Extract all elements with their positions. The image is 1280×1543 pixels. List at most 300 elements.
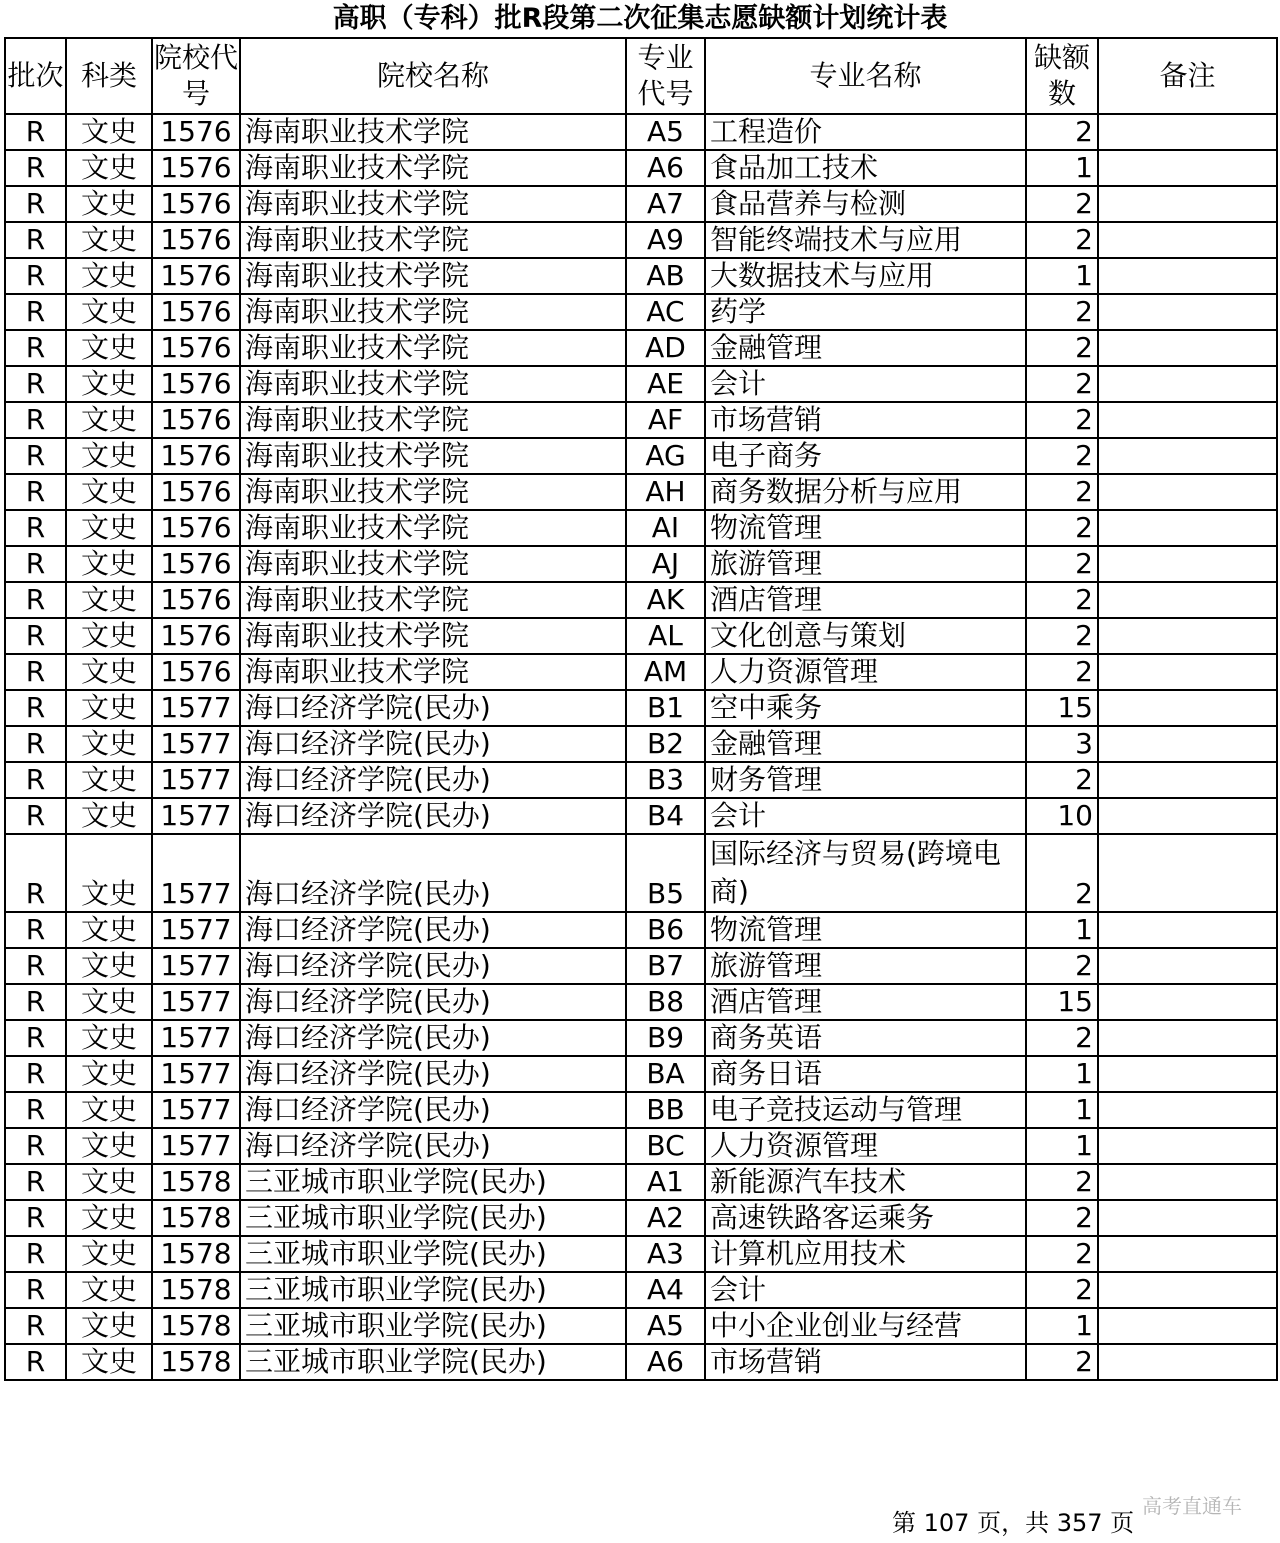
- category-cell: 文史: [66, 222, 152, 258]
- school-code-cell: 1577: [152, 1020, 240, 1056]
- table-row: [5, 474, 1277, 510]
- table-row: [5, 1344, 1277, 1380]
- major-code-cell: AI: [626, 510, 705, 546]
- major-name-cell: 空中乘务: [705, 690, 1026, 726]
- school-code-cell: 1577: [152, 834, 240, 912]
- vacancy-cell: 2: [1026, 834, 1098, 912]
- major-name-cell: 财务管理: [705, 762, 1026, 798]
- table-row: [5, 1236, 1277, 1272]
- major-code-cell: A6: [626, 150, 705, 186]
- major-name-cell: 新能源汽车技术: [705, 1164, 1026, 1200]
- category-cell: 文史: [66, 582, 152, 618]
- category-cell: 文史: [66, 114, 152, 150]
- remark-cell: [1098, 1200, 1277, 1236]
- batch-cell: R: [5, 1128, 66, 1164]
- school-code-cell: 1578: [152, 1236, 240, 1272]
- school-code-cell: 1577: [152, 984, 240, 1020]
- vacancy-cell: 2: [1026, 618, 1098, 654]
- major-name-cell: 商务数据分析与应用: [705, 474, 1026, 510]
- major-code-cell: AG: [626, 438, 705, 474]
- school-name-cell: 海南职业技术学院: [240, 402, 626, 438]
- table-row: [5, 582, 1277, 618]
- school-code-cell: 1576: [152, 582, 240, 618]
- category-cell: 文史: [66, 1056, 152, 1092]
- major-name-cell: 物流管理: [705, 510, 1026, 546]
- major-name-cell: 中小企业创业与经营: [705, 1308, 1026, 1344]
- vacancy-cell: 2: [1026, 402, 1098, 438]
- major-name-cell: 工程造价: [705, 114, 1026, 150]
- batch-cell: R: [5, 1344, 66, 1380]
- major-name-cell: 电子商务: [705, 438, 1026, 474]
- category-cell: 文史: [66, 1236, 152, 1272]
- school-code-cell: 1576: [152, 618, 240, 654]
- school-name-cell: 海南职业技术学院: [240, 330, 626, 366]
- table-row: [5, 1056, 1277, 1092]
- major-name-cell: 计算机应用技术: [705, 1236, 1026, 1272]
- watermark: 高考直通车: [1142, 1494, 1242, 1518]
- category-cell: 文史: [66, 366, 152, 402]
- school-name-cell: 海南职业技术学院: [240, 474, 626, 510]
- major-code-cell: AF: [626, 402, 705, 438]
- remark-cell: [1098, 1128, 1277, 1164]
- batch-cell: R: [5, 984, 66, 1020]
- major-code-cell: A7: [626, 186, 705, 222]
- major-name-cell: 商务英语: [705, 1020, 1026, 1056]
- vacancy-cell: 2: [1026, 582, 1098, 618]
- header-school-name: 院校名称: [240, 38, 626, 114]
- category-cell: 文史: [66, 984, 152, 1020]
- remark-cell: [1098, 984, 1277, 1020]
- batch-cell: R: [5, 834, 66, 912]
- vacancy-cell: 1: [1026, 1092, 1098, 1128]
- school-code-cell: 1577: [152, 762, 240, 798]
- table-row: [5, 690, 1277, 726]
- vacancy-cell: 1: [1026, 1056, 1098, 1092]
- school-name-cell: 三亚城市职业学院(民办): [240, 1344, 626, 1380]
- vacancy-cell: 1: [1026, 150, 1098, 186]
- major-name-cell: 会计: [705, 366, 1026, 402]
- category-cell: 文史: [66, 474, 152, 510]
- category-cell: 文史: [66, 186, 152, 222]
- school-name-cell: 海南职业技术学院: [240, 114, 626, 150]
- category-cell: 文史: [66, 912, 152, 948]
- batch-cell: R: [5, 330, 66, 366]
- table-row: [5, 1092, 1277, 1128]
- major-name-cell: 食品加工技术: [705, 150, 1026, 186]
- school-name-cell: 海口经济学院(民办): [240, 690, 626, 726]
- school-name-cell: 海口经济学院(民办): [240, 1128, 626, 1164]
- category-cell: 文史: [66, 690, 152, 726]
- remark-cell: [1098, 1056, 1277, 1092]
- school-code-cell: 1576: [152, 114, 240, 150]
- major-code-cell: AH: [626, 474, 705, 510]
- batch-cell: R: [5, 948, 66, 984]
- remark-cell: [1098, 1272, 1277, 1308]
- school-name-cell: 海口经济学院(民办): [240, 798, 626, 834]
- major-code-cell: B3: [626, 762, 705, 798]
- category-cell: 文史: [66, 1128, 152, 1164]
- school-code-cell: 1576: [152, 654, 240, 690]
- major-code-cell: AM: [626, 654, 705, 690]
- remark-cell: [1098, 222, 1277, 258]
- category-cell: 文史: [66, 726, 152, 762]
- major-code-cell: A1: [626, 1164, 705, 1200]
- major-name-cell: 物流管理: [705, 912, 1026, 948]
- school-name-cell: 海口经济学院(民办): [240, 912, 626, 948]
- remark-cell: [1098, 366, 1277, 402]
- school-name-cell: 三亚城市职业学院(民办): [240, 1236, 626, 1272]
- vacancy-cell: 2: [1026, 474, 1098, 510]
- school-code-cell: 1576: [152, 258, 240, 294]
- remark-cell: [1098, 258, 1277, 294]
- header-batch: 批次: [5, 38, 66, 114]
- header-row: [5, 38, 1277, 114]
- table-row: [5, 222, 1277, 258]
- table-row: [5, 1272, 1277, 1308]
- table-row: [5, 984, 1277, 1020]
- school-name-cell: 海南职业技术学院: [240, 618, 626, 654]
- table-row: [5, 294, 1277, 330]
- vacancy-cell: 2: [1026, 762, 1098, 798]
- major-code-cell: B9: [626, 1020, 705, 1056]
- category-cell: 文史: [66, 1308, 152, 1344]
- table-row: [5, 330, 1277, 366]
- table-row: [5, 834, 1277, 912]
- vacancy-cell: 2: [1026, 1344, 1098, 1380]
- major-code-cell: B2: [626, 726, 705, 762]
- remark-cell: [1098, 546, 1277, 582]
- school-name-cell: 三亚城市职业学院(民办): [240, 1272, 626, 1308]
- major-code-cell: A3: [626, 1236, 705, 1272]
- major-name-cell: 药学: [705, 294, 1026, 330]
- school-code-cell: 1578: [152, 1344, 240, 1380]
- vacancy-cell: 15: [1026, 984, 1098, 1020]
- header-major-code: 专业代号: [626, 38, 705, 114]
- remark-cell: [1098, 690, 1277, 726]
- table-row: [5, 546, 1277, 582]
- vacancy-cell: 1: [1026, 1308, 1098, 1344]
- vacancy-cell: 2: [1026, 222, 1098, 258]
- category-cell: 文史: [66, 1164, 152, 1200]
- header-category: 科类: [66, 38, 152, 114]
- major-name-cell: 会计: [705, 798, 1026, 834]
- major-code-cell: AD: [626, 330, 705, 366]
- category-cell: 文史: [66, 510, 152, 546]
- school-name-cell: 海南职业技术学院: [240, 150, 626, 186]
- major-name-cell: 旅游管理: [705, 948, 1026, 984]
- remark-cell: [1098, 834, 1277, 912]
- school-name-cell: 海口经济学院(民办): [240, 834, 626, 912]
- category-cell: 文史: [66, 150, 152, 186]
- major-code-cell: A9: [626, 222, 705, 258]
- header-vacancy: 缺额数: [1026, 38, 1098, 114]
- major-code-cell: B1: [626, 690, 705, 726]
- table-row: [5, 1164, 1277, 1200]
- school-code-cell: 1577: [152, 726, 240, 762]
- major-name-cell: 酒店管理: [705, 984, 1026, 1020]
- major-code-cell: A6: [626, 1344, 705, 1380]
- remark-cell: [1098, 948, 1277, 984]
- batch-cell: R: [5, 186, 66, 222]
- batch-cell: R: [5, 510, 66, 546]
- table-row: [5, 366, 1277, 402]
- category-cell: 文史: [66, 330, 152, 366]
- batch-cell: R: [5, 438, 66, 474]
- major-name-cell: 国际经济与贸易(跨境电商): [705, 834, 1026, 912]
- header-remark: 备注: [1098, 38, 1277, 114]
- major-name-cell: 商务日语: [705, 1056, 1026, 1092]
- remark-cell: [1098, 798, 1277, 834]
- table-row: [5, 258, 1277, 294]
- school-name-cell: 三亚城市职业学院(民办): [240, 1164, 626, 1200]
- major-code-cell: AL: [626, 618, 705, 654]
- school-name-cell: 海南职业技术学院: [240, 654, 626, 690]
- batch-cell: R: [5, 546, 66, 582]
- school-code-cell: 1578: [152, 1272, 240, 1308]
- remark-cell: [1098, 510, 1277, 546]
- school-name-cell: 海南职业技术学院: [240, 546, 626, 582]
- vacancy-cell: 15: [1026, 690, 1098, 726]
- batch-cell: R: [5, 618, 66, 654]
- batch-cell: R: [5, 912, 66, 948]
- school-name-cell: 海南职业技术学院: [240, 582, 626, 618]
- category-cell: 文史: [66, 1020, 152, 1056]
- school-code-cell: 1578: [152, 1200, 240, 1236]
- major-code-cell: A4: [626, 1272, 705, 1308]
- batch-cell: R: [5, 726, 66, 762]
- batch-cell: R: [5, 654, 66, 690]
- page-title: 高职（专科）批R段第二次征集志愿缺额计划统计表: [332, 3, 948, 34]
- category-cell: 文史: [66, 1200, 152, 1236]
- batch-cell: R: [5, 1236, 66, 1272]
- school-name-cell: 海口经济学院(民办): [240, 726, 626, 762]
- school-code-cell: 1577: [152, 798, 240, 834]
- school-code-cell: 1576: [152, 150, 240, 186]
- quota-table: [4, 37, 1278, 1381]
- page-footer: 第 107 页，共 357 页: [892, 1509, 1135, 1537]
- table-row: [5, 618, 1277, 654]
- major-code-cell: AJ: [626, 546, 705, 582]
- school-name-cell: 三亚城市职业学院(民办): [240, 1200, 626, 1236]
- table-row: [5, 1128, 1277, 1164]
- school-code-cell: 1577: [152, 1092, 240, 1128]
- school-name-cell: 海口经济学院(民办): [240, 1056, 626, 1092]
- vacancy-cell: 2: [1026, 438, 1098, 474]
- batch-cell: R: [5, 222, 66, 258]
- category-cell: 文史: [66, 798, 152, 834]
- major-name-cell: 人力资源管理: [705, 1128, 1026, 1164]
- vacancy-cell: 2: [1026, 1020, 1098, 1056]
- table-row: [5, 726, 1277, 762]
- school-name-cell: 海口经济学院(民办): [240, 984, 626, 1020]
- major-code-cell: AE: [626, 366, 705, 402]
- major-name-cell: 市场营销: [705, 1344, 1026, 1380]
- major-name-cell: 酒店管理: [705, 582, 1026, 618]
- school-code-cell: 1576: [152, 546, 240, 582]
- vacancy-cell: 2: [1026, 294, 1098, 330]
- remark-cell: [1098, 114, 1277, 150]
- category-cell: 文史: [66, 654, 152, 690]
- major-name-cell: 市场营销: [705, 402, 1026, 438]
- remark-cell: [1098, 654, 1277, 690]
- school-code-cell: 1576: [152, 510, 240, 546]
- remark-cell: [1098, 150, 1277, 186]
- category-cell: 文史: [66, 762, 152, 798]
- remark-cell: [1098, 1236, 1277, 1272]
- batch-cell: R: [5, 474, 66, 510]
- remark-cell: [1098, 582, 1277, 618]
- table-row: [5, 798, 1277, 834]
- vacancy-cell: 1: [1026, 912, 1098, 948]
- remark-cell: [1098, 1164, 1277, 1200]
- vacancy-cell: 10: [1026, 798, 1098, 834]
- batch-cell: R: [5, 1020, 66, 1056]
- remark-cell: [1098, 912, 1277, 948]
- school-name-cell: 海南职业技术学院: [240, 222, 626, 258]
- remark-cell: [1098, 1092, 1277, 1128]
- table-row: [5, 114, 1277, 150]
- category-cell: 文史: [66, 618, 152, 654]
- major-name-cell: 旅游管理: [705, 546, 1026, 582]
- vacancy-cell: 2: [1026, 1164, 1098, 1200]
- vacancy-cell: 1: [1026, 258, 1098, 294]
- major-name-cell: 金融管理: [705, 330, 1026, 366]
- school-code-cell: 1578: [152, 1164, 240, 1200]
- category-cell: 文史: [66, 402, 152, 438]
- vacancy-cell: 2: [1026, 366, 1098, 402]
- school-code-cell: 1577: [152, 948, 240, 984]
- school-name-cell: 海口经济学院(民办): [240, 1020, 626, 1056]
- school-code-cell: 1577: [152, 912, 240, 948]
- batch-cell: R: [5, 150, 66, 186]
- category-cell: 文史: [66, 834, 152, 912]
- category-cell: 文史: [66, 1344, 152, 1380]
- table-row: [5, 186, 1277, 222]
- batch-cell: R: [5, 1200, 66, 1236]
- major-code-cell: B6: [626, 912, 705, 948]
- major-code-cell: AK: [626, 582, 705, 618]
- vacancy-cell: 2: [1026, 186, 1098, 222]
- remark-cell: [1098, 618, 1277, 654]
- table-row: [5, 150, 1277, 186]
- school-name-cell: 海南职业技术学院: [240, 294, 626, 330]
- vacancy-cell: 2: [1026, 654, 1098, 690]
- header-school-code: 院校代号: [152, 38, 240, 114]
- category-cell: 文史: [66, 1092, 152, 1128]
- header-major-name: 专业名称: [705, 38, 1026, 114]
- category-cell: 文史: [66, 294, 152, 330]
- major-code-cell: AB: [626, 258, 705, 294]
- major-name-cell: 食品营养与检测: [705, 186, 1026, 222]
- school-code-cell: 1576: [152, 186, 240, 222]
- major-name-cell: 电子竞技运动与管理: [705, 1092, 1026, 1128]
- major-code-cell: BA: [626, 1056, 705, 1092]
- school-code-cell: 1577: [152, 690, 240, 726]
- remark-cell: [1098, 294, 1277, 330]
- batch-cell: R: [5, 798, 66, 834]
- school-name-cell: 海南职业技术学院: [240, 510, 626, 546]
- major-name-cell: 高速铁路客运乘务: [705, 1200, 1026, 1236]
- batch-cell: R: [5, 114, 66, 150]
- school-name-cell: 海南职业技术学院: [240, 438, 626, 474]
- school-code-cell: 1578: [152, 1308, 240, 1344]
- batch-cell: R: [5, 1092, 66, 1128]
- school-name-cell: 海南职业技术学院: [240, 366, 626, 402]
- major-code-cell: BB: [626, 1092, 705, 1128]
- remark-cell: [1098, 474, 1277, 510]
- vacancy-cell: 2: [1026, 510, 1098, 546]
- remark-cell: [1098, 1020, 1277, 1056]
- school-name-cell: 三亚城市职业学院(民办): [240, 1308, 626, 1344]
- school-code-cell: 1576: [152, 330, 240, 366]
- vacancy-cell: 2: [1026, 1236, 1098, 1272]
- school-code-cell: 1576: [152, 402, 240, 438]
- batch-cell: R: [5, 1272, 66, 1308]
- category-cell: 文史: [66, 1272, 152, 1308]
- remark-cell: [1098, 726, 1277, 762]
- school-name-cell: 海口经济学院(民办): [240, 762, 626, 798]
- table-row: [5, 1308, 1277, 1344]
- school-code-cell: 1576: [152, 474, 240, 510]
- table-row: [5, 912, 1277, 948]
- table-row: [5, 1200, 1277, 1236]
- major-name-cell: 文化创意与策划: [705, 618, 1026, 654]
- table-row: [5, 402, 1277, 438]
- school-code-cell: 1577: [152, 1056, 240, 1092]
- vacancy-cell: 2: [1026, 1200, 1098, 1236]
- batch-cell: R: [5, 366, 66, 402]
- major-code-cell: BC: [626, 1128, 705, 1164]
- vacancy-cell: 2: [1026, 1272, 1098, 1308]
- major-code-cell: B5: [626, 834, 705, 912]
- table-row: [5, 654, 1277, 690]
- table-row: [5, 438, 1277, 474]
- batch-cell: R: [5, 582, 66, 618]
- major-code-cell: B8: [626, 984, 705, 1020]
- remark-cell: [1098, 330, 1277, 366]
- batch-cell: R: [5, 258, 66, 294]
- table-row: [5, 1020, 1277, 1056]
- table-row: [5, 510, 1277, 546]
- major-code-cell: A5: [626, 1308, 705, 1344]
- major-code-cell: A5: [626, 114, 705, 150]
- major-name-cell: 智能终端技术与应用: [705, 222, 1026, 258]
- category-cell: 文史: [66, 258, 152, 294]
- vacancy-cell: 3: [1026, 726, 1098, 762]
- category-cell: 文史: [66, 546, 152, 582]
- school-name-cell: 海南职业技术学院: [240, 186, 626, 222]
- batch-cell: R: [5, 294, 66, 330]
- remark-cell: [1098, 1308, 1277, 1344]
- remark-cell: [1098, 402, 1277, 438]
- table-row: [5, 948, 1277, 984]
- major-code-cell: A2: [626, 1200, 705, 1236]
- major-name-cell: 会计: [705, 1272, 1026, 1308]
- remark-cell: [1098, 762, 1277, 798]
- school-code-cell: 1576: [152, 294, 240, 330]
- major-name-cell: 人力资源管理: [705, 654, 1026, 690]
- major-code-cell: B4: [626, 798, 705, 834]
- remark-cell: [1098, 1344, 1277, 1380]
- school-code-cell: 1576: [152, 438, 240, 474]
- school-name-cell: 海南职业技术学院: [240, 258, 626, 294]
- major-name-cell: 金融管理: [705, 726, 1026, 762]
- remark-cell: [1098, 186, 1277, 222]
- vacancy-cell: 2: [1026, 330, 1098, 366]
- school-name-cell: 海口经济学院(民办): [240, 1092, 626, 1128]
- batch-cell: R: [5, 1056, 66, 1092]
- school-code-cell: 1577: [152, 1128, 240, 1164]
